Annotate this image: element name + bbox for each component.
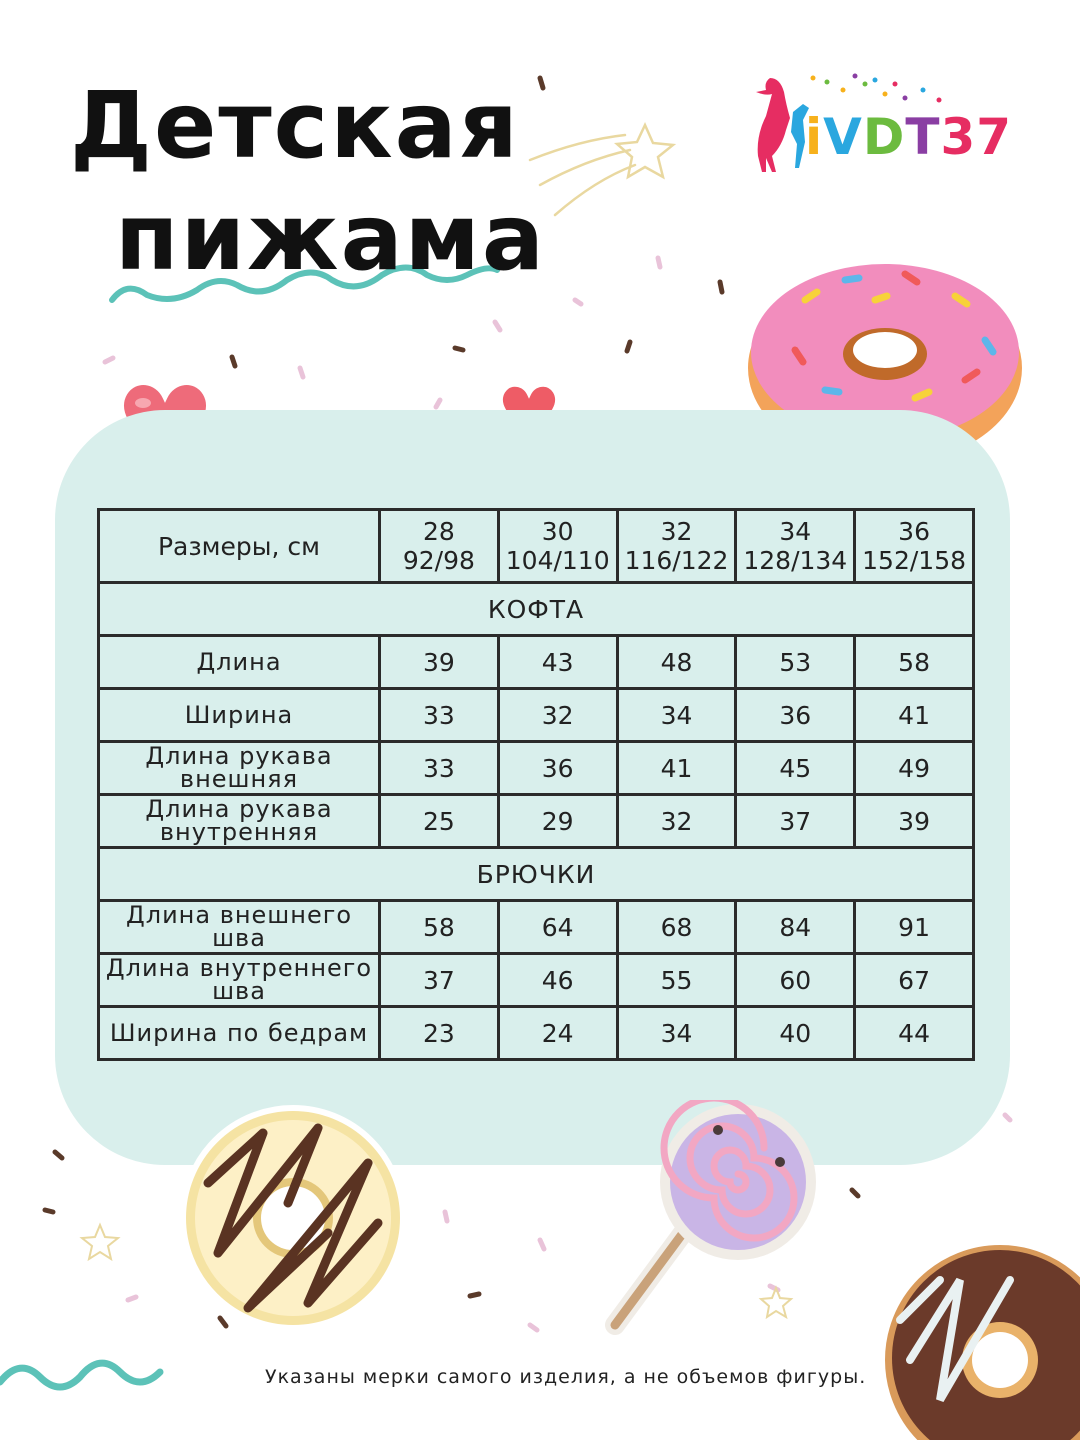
table-cell: 34 (617, 1007, 736, 1060)
table-cell: 46 (498, 954, 617, 1007)
table-row (99, 795, 974, 848)
table-row (99, 742, 974, 795)
size-col-2: 32 116/122 (617, 510, 736, 583)
row-label: Ширина по бедрам (99, 1007, 380, 1060)
table-cell: 67 (855, 954, 974, 1007)
table-cell: 23 (380, 1007, 499, 1060)
table-cell: 25 (380, 795, 499, 848)
table-cell: 36 (736, 689, 855, 742)
size-col-4: 36 152/158 (855, 510, 974, 583)
table-row (99, 1007, 974, 1060)
table-cell: 29 (498, 795, 617, 848)
row-label: Ширина (99, 689, 380, 742)
row-label: Длина рукава внешняя (99, 742, 380, 795)
table-cell: 37 (736, 795, 855, 848)
table-cell: 58 (380, 901, 499, 954)
table-cell: 49 (855, 742, 974, 795)
title-line-2: пижама (115, 184, 546, 291)
table-cell: 34 (617, 689, 736, 742)
table-cell: 40 (736, 1007, 855, 1060)
table-row (99, 954, 974, 1007)
table-cell: 39 (855, 795, 974, 848)
size-header-label: Размеры, см (99, 510, 380, 583)
size-col-3: 34 128/134 (736, 510, 855, 583)
brand-logo (745, 70, 1013, 190)
logo-wordmark: iVDT37 (805, 108, 1013, 166)
page-title (70, 70, 590, 294)
table-cell: 33 (380, 689, 499, 742)
section-title: БРЮЧКИ (99, 848, 974, 901)
section-header-pants (99, 848, 974, 901)
section-title: КОФТА (99, 583, 974, 636)
table-cell: 33 (380, 742, 499, 795)
row-label: Длина внутреннего шва (99, 954, 380, 1007)
table-cell: 43 (498, 636, 617, 689)
glazed-donut-icon (178, 1103, 408, 1333)
table-cell: 44 (855, 1007, 974, 1060)
section-header-top (99, 583, 974, 636)
table-cell: 24 (498, 1007, 617, 1060)
table-cell: 48 (617, 636, 736, 689)
table-cell: 37 (380, 954, 499, 1007)
title-line-1: Детская (70, 72, 520, 179)
table-cell: 84 (736, 901, 855, 954)
table-cell: 91 (855, 901, 974, 954)
table-cell: 39 (380, 636, 499, 689)
size-col-0: 28 92/98 (380, 510, 499, 583)
table-cell: 45 (736, 742, 855, 795)
table-cell: 32 (617, 795, 736, 848)
table-cell: 41 (617, 742, 736, 795)
lollipop-icon (590, 1100, 820, 1340)
wave-decoration (0, 1363, 160, 1387)
chocolate-donut-icon (880, 1240, 1080, 1440)
table-row (99, 689, 974, 742)
table-row (99, 901, 974, 954)
table-cell: 64 (498, 901, 617, 954)
size-table (97, 508, 975, 1061)
table-cell: 53 (736, 636, 855, 689)
row-label: Длина (99, 636, 380, 689)
table-cell: 58 (855, 636, 974, 689)
table-cell: 36 (498, 742, 617, 795)
table-cell: 32 (498, 689, 617, 742)
size-header-row (99, 510, 974, 583)
row-label: Длина внешнего шва (99, 901, 380, 954)
table-row (99, 636, 974, 689)
table-cell: 41 (855, 689, 974, 742)
table-cell: 60 (736, 954, 855, 1007)
size-col-1: 30 104/110 (498, 510, 617, 583)
table-cell: 68 (617, 901, 736, 954)
footnote: Указаны мерки самого изделия, а не объемов фигуры. (265, 1366, 867, 1388)
size-chart (97, 508, 972, 1061)
row-label: Длина рукава внутренняя (99, 795, 380, 848)
table-cell: 55 (617, 954, 736, 1007)
